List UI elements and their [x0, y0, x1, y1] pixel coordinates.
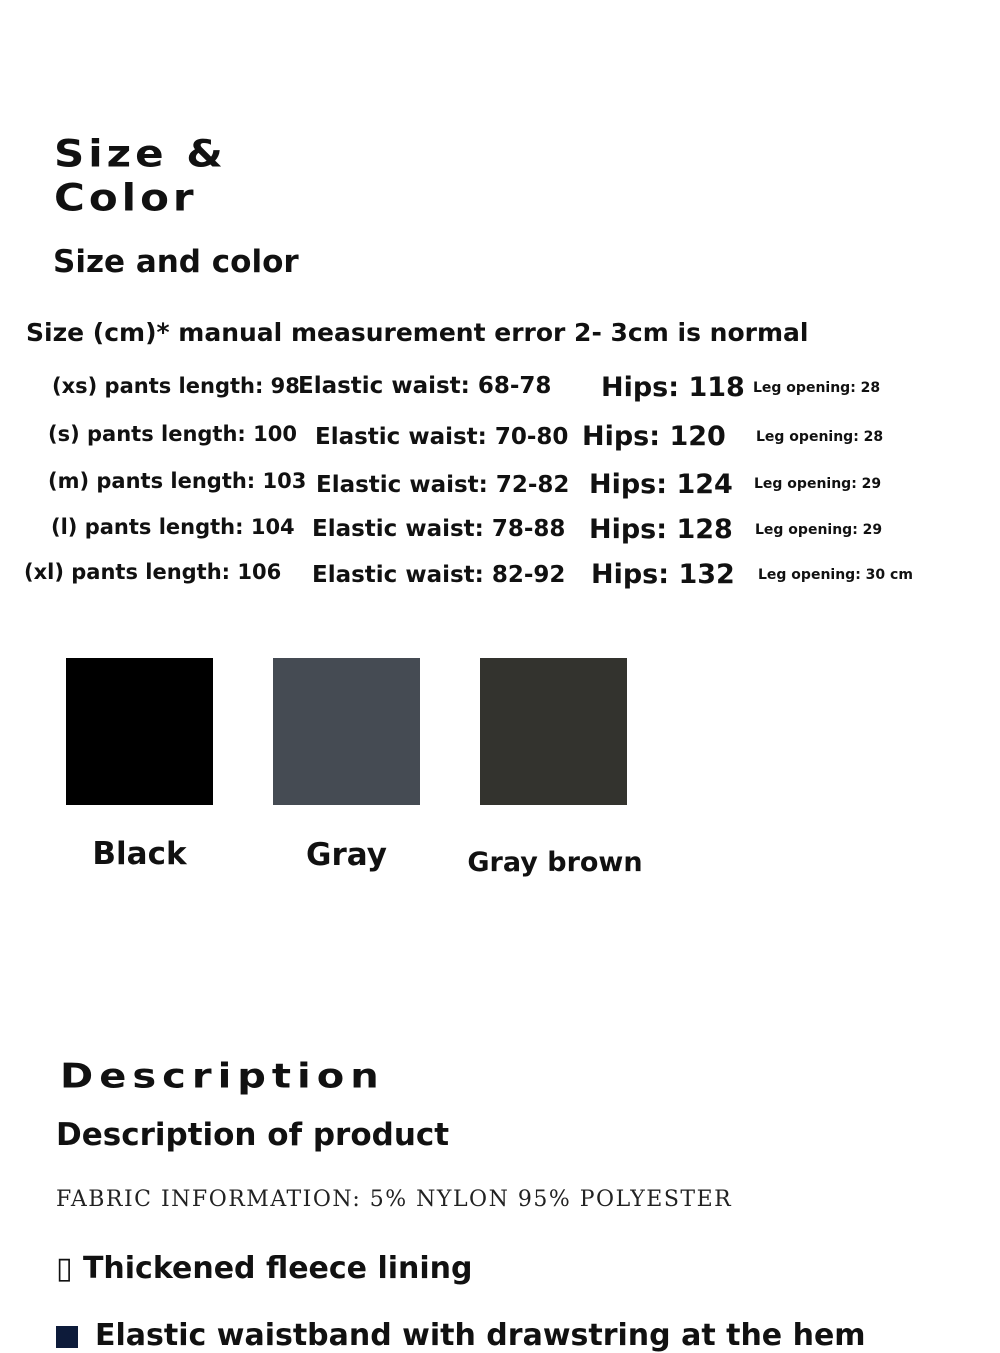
size-xs-waist: Elastic waist: 68-78 — [298, 373, 552, 399]
size-s-leg: Leg opening: 28 — [756, 429, 884, 445]
size-xs-hips: Hips: 118 — [601, 372, 745, 403]
swatch-label-gray: Gray — [306, 837, 387, 873]
size-m-waist: Elastic waist: 72-82 — [316, 472, 570, 498]
size-xl-hips: Hips: 132 — [591, 559, 735, 590]
size-s-length: (s) pants length: 100 — [48, 422, 297, 446]
fabric-info: FABRIC INFORMATION: 5% NYLON 95% POLYESTER — [56, 1187, 733, 1212]
section-subtitle: Size and color — [53, 244, 299, 280]
size-xs-leg: Leg opening: 28 — [753, 380, 881, 396]
bullet-square-icon — [56, 1326, 78, 1348]
size-m-length: (m) pants length: 103 — [48, 469, 307, 493]
size-l-hips: Hips: 128 — [589, 514, 733, 545]
size-l-leg: Leg opening: 29 — [755, 522, 883, 538]
feature-elastic-waistband: Elastic waistband with drawstring at the hem — [95, 1318, 866, 1353]
swatch-label-black: Black — [92, 836, 187, 872]
swatch-gray-brown[interactable] — [480, 658, 627, 805]
size-s-hips: Hips: 120 — [582, 421, 726, 452]
size-xl-waist: Elastic waist: 82-92 — [312, 562, 566, 588]
hero-line-2: Color — [54, 176, 198, 220]
description-subtitle: Description of product — [56, 1117, 450, 1153]
measurement-note: Size (cm)* manual measurement error 2- 3cm is normal — [26, 318, 809, 347]
swatch-label-gray-brown: Gray brown — [467, 847, 643, 878]
swatch-gray[interactable] — [273, 658, 420, 805]
size-m-leg: Leg opening: 29 — [754, 476, 882, 492]
size-m-hips: Hips: 124 — [589, 469, 733, 500]
size-s-waist: Elastic waist: 70-80 — [315, 424, 569, 450]
hero-line-1: Size & — [54, 132, 227, 176]
swatch-black[interactable] — [66, 658, 213, 805]
size-l-length: (l) pants length: 104 — [51, 515, 295, 539]
size-xl-length: (xl) pants length: 106 — [24, 560, 282, 584]
size-xl-leg: Leg opening: 30 cm — [758, 567, 913, 583]
size-xs-length: (xs) pants length: 98 — [52, 374, 300, 398]
size-l-waist: Elastic waist: 78-88 — [312, 516, 566, 542]
feature-fleece-lining: ▯ Thickened fleece lining — [56, 1251, 473, 1286]
section-title-description: Description — [60, 1057, 385, 1097]
section-title-size-color — [54, 132, 227, 220]
